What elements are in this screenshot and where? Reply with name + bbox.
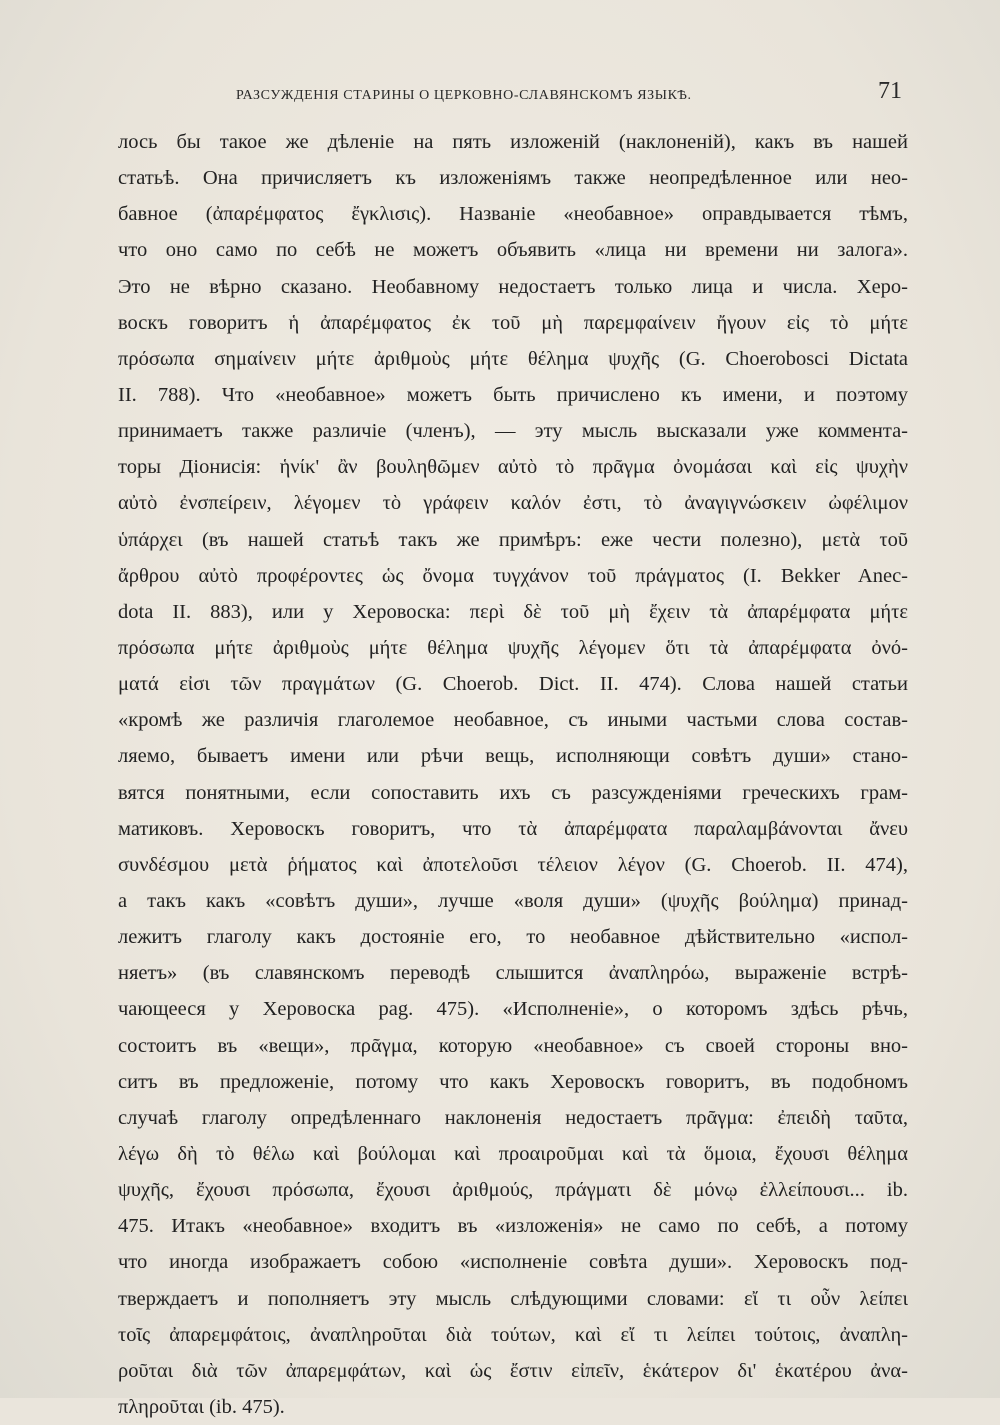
page-number: 71: [878, 78, 902, 104]
text-line: πρόσωπα σημαίνειν μήτε ἀριθμοὺς μήτε θέλημα ψυχῆς (G. Choerobosci Dictata: [118, 347, 908, 370]
text-line: лежитъ глаголу какъ достояніе его, то необавное дѣйствительно «испол-: [118, 926, 908, 949]
text-line: ὑπάρχει (въ нашей статьѣ такъ же примѣръ: еже чести полезно), μετὰ τοῦ: [118, 528, 908, 551]
text-line: αὐτὸ ἐνσπείρειν, λέγομεν τὸ γράφειν καλόν ἐστι, τὸ ἀναγιγνώσκειν ὠφέλιμον: [118, 492, 908, 515]
body-text: [118, 124, 908, 1418]
text-line: матиковъ. Херовоскъ говоритъ, что τὰ ἀπαρέμφατα παραλαμβάνονται ἄνευ: [118, 817, 908, 840]
text-line: ματά εἰσι τῶν πραγμάτων (G. Choerob. Dict. II. 474). Слова нашей статьи: [118, 673, 908, 696]
text-line: торы Діонисія: ἡνίκ' ἂν βουληθῶμεν αὐτὸ τὸ πρᾶγμα ὀνομάσαι καὶ εἰς ψυχὴν: [118, 456, 908, 479]
page-header: [118, 78, 906, 114]
text-line: Это не вѣрно сказано. Необавному недостаетъ только лица и числа. Херо-: [118, 275, 908, 298]
text-line: тверждаетъ и пополняетъ эту мысль слѣдующими словами: εἴ τι οὖν λείπει: [118, 1287, 908, 1310]
text-line: dota II. 883), или у Херовоска: περὶ δὲ τοῦ μὴ ἔχειν τὰ ἀπαρέμφατα μήτε: [118, 600, 908, 623]
text-line: что иногда изображаетъ собою «исполненіе совѣта души». Херовоскъ под-: [118, 1251, 908, 1274]
text-line: состоитъ въ «вещи», πρᾶγμα, которую «необавное» съ своей стороны вно-: [118, 1034, 908, 1057]
text-line: лось бы такое же дѣленіе на пять изложеній (наклоненій), какъ въ нашей: [118, 131, 908, 153]
text-line: а такъ какъ «совѣтъ души», лучше «воля души» (ψυχῆς βούλημα) принад-: [118, 889, 908, 912]
text-line: статьѣ. Она причисляетъ къ изложеніямъ также неопредѣленное или нео-: [118, 167, 908, 190]
running-title: РАЗСУЖДЕНІЯ СТАРИНЫ О ЦЕРКОВНО-СЛАВЯНСКОМЪ ЯЗЫКѢ.: [236, 88, 692, 103]
text-line: вятся понятными, если сопоставить ихъ съ разсужденіями греческихъ грам-: [118, 781, 908, 804]
text-line: «кромѣ же различія глаголемое необавное, съ иными частьми слова состав-: [118, 709, 908, 732]
text-line: πληροῦται (ib. 475).: [118, 1395, 285, 1418]
text-line: ляемо, бываетъ имени или рѣчи вещь, исполняющи совѣтъ души» стано-: [118, 745, 908, 768]
text-line: λέγω δὴ τὸ θέλω καὶ βούλομαι καὶ προαιροῦμαι καὶ τὰ ὅμοια, ἔχουσι θέλημα: [118, 1142, 908, 1165]
text-line: бавное (ἀπαρέμφατος ἔγκλισις). Названіе «необавное» оправдывается тѣмъ,: [118, 203, 908, 226]
text-line: συνδέσμου μετὰ ῥήματος καὶ ἀποτελοῦσι τέλειον λέγον (G. Choerob. II. 474),: [118, 853, 908, 876]
text-line: πρόσωπα μήτε ἀριθμοὺς μήτε θέλημα ψυχῆς λέγομεν ὅτι τὰ ἀπαρέμφατα ὀνό-: [118, 636, 908, 659]
text-line: няетъ» (въ славянскомъ переводѣ слышится ἀναπληρόω, выраженіе встрѣ-: [118, 962, 908, 985]
text-line: 475. Итакъ «необавное» входитъ въ «изложенія» не само по себѣ, а потому: [118, 1215, 908, 1238]
text-line: ψυχῆς, ἔχουσι πρόσωπα, ἔχουσι ἀριθμούς, πράγματι δὲ μόνῳ ἐλλείπουσι... ib.: [118, 1179, 908, 1202]
text-line: что оно само по себѣ не можетъ объявить «лица ни времени ни залога».: [118, 239, 908, 262]
text-line: принимаетъ также различіе (членъ), — эту мысль высказали уже коммента-: [118, 420, 908, 443]
text-line: случаѣ глаголу опредѣленнаго наклоненія недостаетъ πρᾶγμα: ἐπειδὴ ταῦτα,: [118, 1106, 908, 1129]
text-line: чающееся у Херовоска pag. 475). «Исполненіе», о которомъ здѣсь рѣчь,: [118, 998, 908, 1021]
text-line: воскъ говоритъ ἡ ἀπαρέμφατος ἐκ τοῦ μὴ παρεμφαίνειν ἤγουν εἰς τὸ μήτε: [118, 311, 908, 334]
text-line: ситъ въ предложеніе, потому что какъ Херовоскъ говоритъ, въ подобномъ: [118, 1070, 908, 1093]
text-line: τοῖς ἀπαρεμφάτοις, ἀναπληροῦται διὰ τούτων, καὶ εἴ τι λείπει τούτοις, ἀναπλη-: [118, 1323, 908, 1346]
text-line: ἄρθρου αὐτὸ προφέροντες ὡς ὄνομα τυγχάνον τοῦ πράγματος (I. Bekker Anec-: [118, 564, 908, 587]
text-line: II. 788). Что «необавное» можетъ быть причислено къ имени, и поэтому: [118, 383, 908, 406]
text-line: ροῦται διὰ τῶν ἀπαρεμφάτων, καὶ ὡς ἔστιν εἰπεῖν, ἑκάτερον δι' ἑκατέρου ἀνα-: [118, 1359, 908, 1382]
